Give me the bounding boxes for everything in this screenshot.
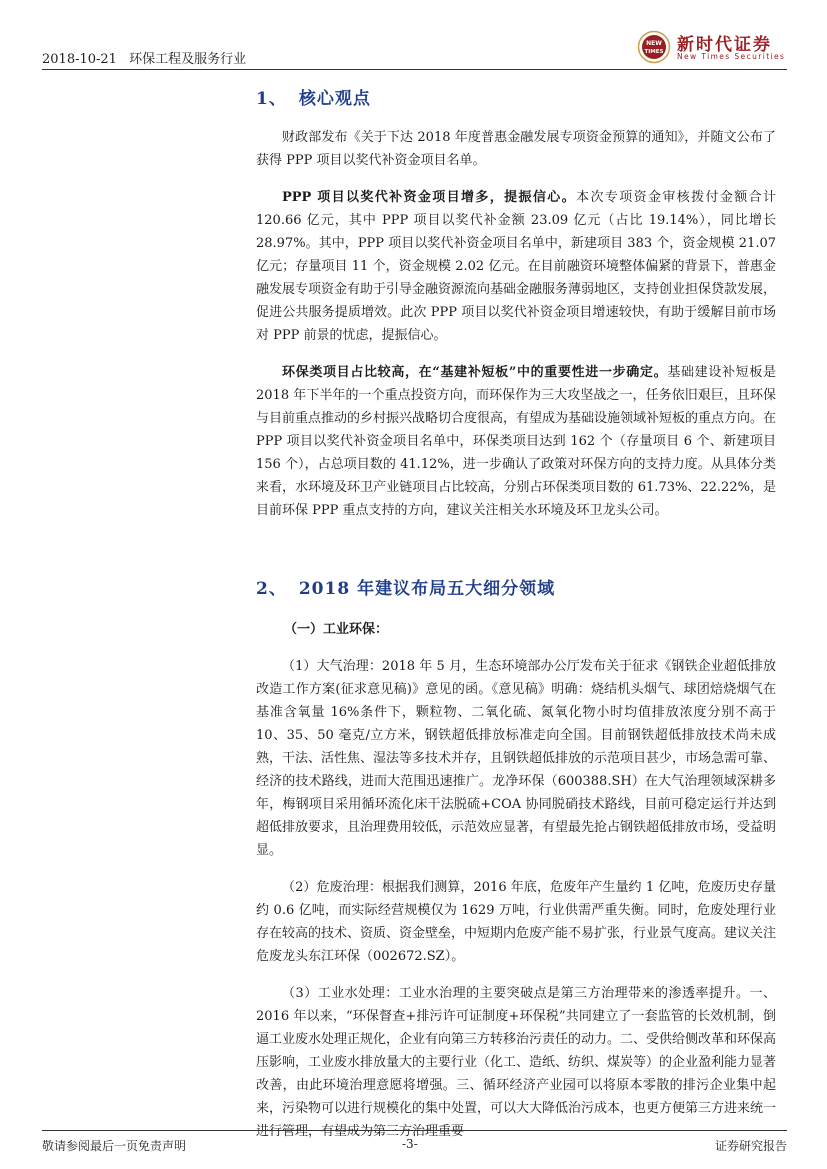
industry-name: 环保工程及服务行业 (129, 52, 247, 67)
svg-text:TIMES: TIMES (644, 49, 664, 55)
section-1-paragraph-1: 财政部发布《关于下达 2018 年度普惠金融发展专项资金预算的通知》，并随文公布了获得 PPP 项目以奖代补资金项目名单。 (256, 130, 776, 168)
header-meta (42, 48, 254, 67)
logo-subtitle: New Times Securities (677, 52, 786, 61)
section-1-paragraph-2-lead: PPP 项目以奖代补资金项目增多，提振信心。 (282, 190, 577, 205)
section-1-paragraph-3-lead: 环保类项目占比较高，在“基建补短板”中的重要性进一步确定。 (282, 365, 668, 380)
section-1-heading (256, 84, 776, 114)
section-1-paragraph-2 (256, 186, 776, 347)
main-content (256, 84, 776, 1143)
section-2-heading (256, 574, 776, 604)
section-2-number: 2、 (256, 579, 287, 599)
section-1-number: 1、 (256, 89, 287, 109)
footer-report-type: 证券研究报告 (714, 1139, 787, 1153)
page-header (42, 28, 787, 70)
logo-badge-icon (637, 30, 671, 64)
company-logo (637, 28, 787, 66)
section-1-paragraph-3 (256, 361, 776, 522)
footer-disclaimer: 敬请参阅最后一页免责声明 (42, 1139, 187, 1153)
section-1-title: 核心观点 (298, 89, 371, 109)
svg-text:NEW: NEW (646, 40, 662, 47)
section-2-title: 2018 年建议布局五大细分领域 (298, 579, 556, 599)
header-divider (42, 69, 787, 70)
section-2-paragraph-3: （3）工业水处理：工业水治理的主要突破点是第三方治理带来的渗透率提升。一、2016 年以来，“环保督查+排污许可证制度+环保税”共同建立了一套监管的长效机制，倒逼工业废水处理正规化，企业有向第三方转移治污责任的动力。二、受供给侧改革和环保高压影响，工业废水排放量大的主要行业（化工、造纸、纺织、煤炭等）的企业盈利能力显著改善，由此环境治理意愿将增强。三、循环经济产业园可以将原本零散的排污企业集中起来，污染物可以进行规模化的集中处置，可以大大降低治污成本，也更方便第三方进来统一进行管理，有望成为第三方治理重要 (256, 986, 777, 1139)
page-number: -3- (402, 1137, 418, 1151)
logo-name: 新时代证券 (677, 35, 772, 55)
section-2-paragraph-1: （1）大气治理：2018 年 5 月，生态环境部办公厅发布关于征求《钢铁企业超低排放改造工作方案(征求意见稿)》意见的函。《意见稿》明确：烧结机头烟气、球团焙烧烟气在基准含氧量 16%条件下，颗粒物、二氧化硫、氮氧化物小时均值排放浓度分别不高于 10、35、50 毫克/立方米，钢铁超低排放标准走向全国。目前钢铁超低排放技术尚未成熟，干法、活性焦、湿法等多技术并存，且钢铁超低排放的示范项目甚少，市场急需可靠、经济的技术路线，进而大范围迅速推广。龙净环保（600388.SH）在大气治理领域深耕多年，梅钢项目采用循环流化床干法脱硫+COA 协同脱硝技术路线，目前可稳定运行并达到超低排放要求，且治理费用较低，示范效应显著，有望最先抢占钢铁超低排放市场，受益明显。 (256, 659, 777, 858)
section-2-paragraph-2: （2）危废治理：根据我们测算，2016 年底，危废年产生量约 1 亿吨，危废历史存量约 0.6 亿吨，而实际经营规模仅为 1629 万吨，行业供需严重失衡。同时，危废处理行业存在较高的技术、资质、资金壁垒，中短期内危废产能不易扩张，行业景气度高。建议关注危废龙头东江环保（002672.SZ）。 (256, 880, 777, 964)
subsection-heading: （一）工业环保： (284, 622, 389, 637)
section-1-paragraph-3-body: 基础建设补短板是 2018 年下半年的一个重点投资方向，而环保作为三大攻坚战之一，任务依旧艰巨，且环保与目前重点推动的乡村振兴战略切合度很高，有望成为基础设施领域补短板的重点方向。在 PPP 项目以奖代补资金项目名单中，环保类项目达到 162 个（存量项目 6 个、新建项目 156 个），占总项目数的 41.12%，进一步确认了政策对环保方向的支持力度。从具体分类来看，水环境及环卫产业链项目占比较高，分别占环保类项目数的 61.73%、22.22%，是目前环保 PPP 重点支持的方向，建议关注相关水环境及环卫龙头公司。 (256, 365, 777, 518)
section-1-paragraph-2-body: 本次专项资金审核拨付金额合计 120.66 亿元，其中 PPP 项目以奖代补金额 23.09 亿元（占比 19.14%），同比增长 28.97%。其中，PPP 项目以奖代补资金项目名单中，新建项目 383 个，资金规模 21.07 亿元；存量项目 11 个，资金规模 2.02 亿元。在目前融资环境整体偏紧的背景下，普惠金融发展专项资金有助于引导金融资源流向基础金融服务薄弱地区，支持创业担保贷款发展，促进公共服务提质增效。此次 PPP 项目以奖代补资金项目增速较快，有助于缓解目前市场对 PPP 前景的忧虑，提振信心。 (256, 190, 777, 343)
report-date: 2018-10-21 (42, 52, 117, 67)
page-footer (42, 1130, 787, 1153)
